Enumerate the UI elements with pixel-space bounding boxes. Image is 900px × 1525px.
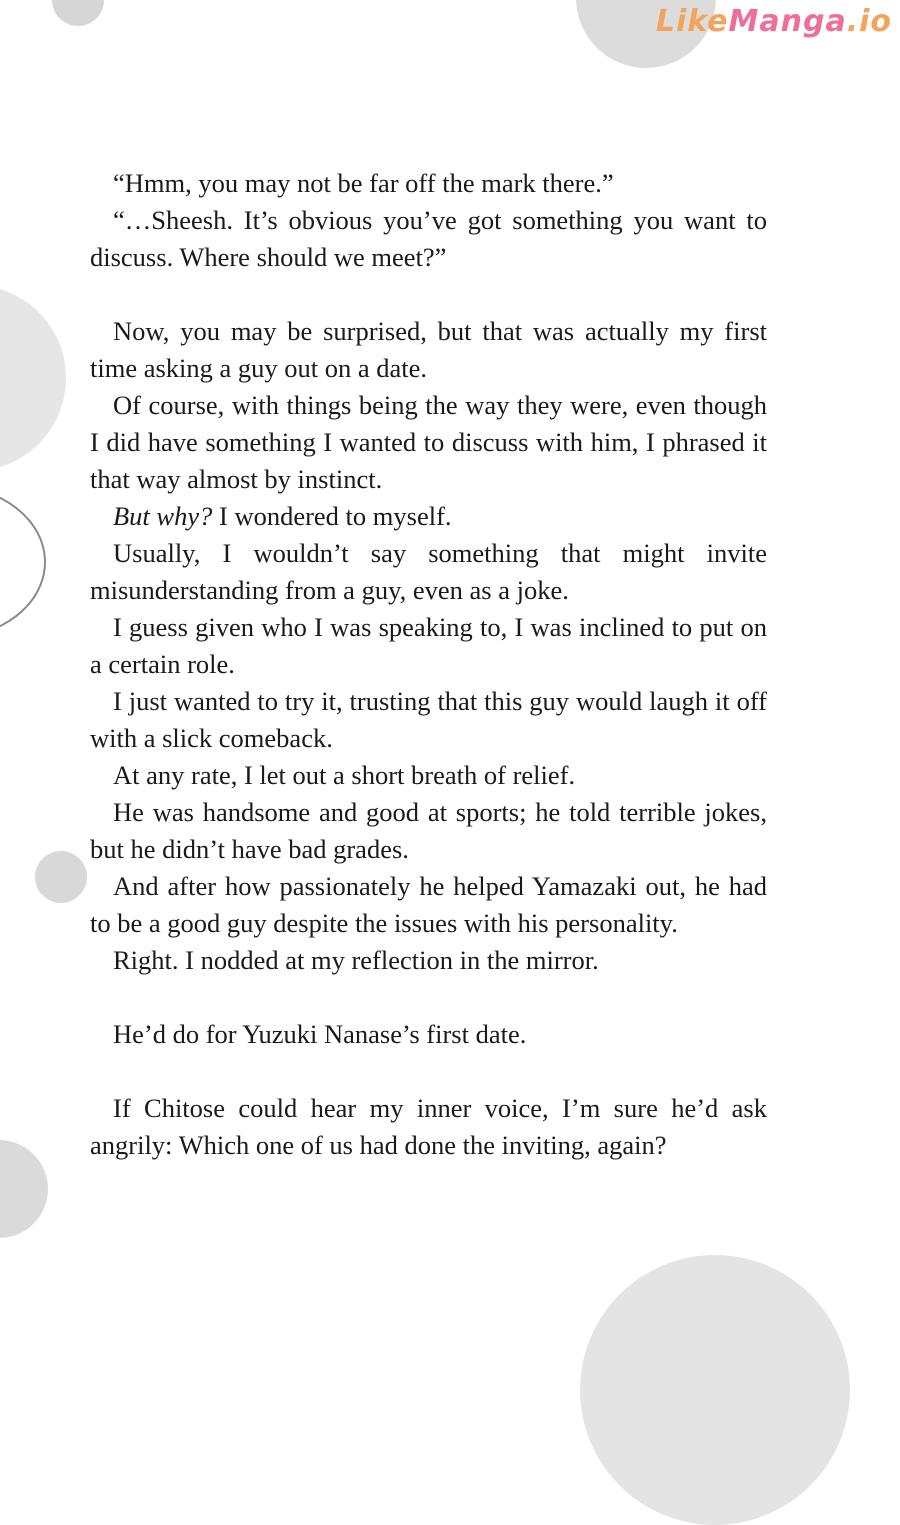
decorative-circle xyxy=(35,851,87,903)
paragraph: At any rate, I let out a short breath of relief. xyxy=(113,760,576,790)
decorative-circle xyxy=(0,285,66,471)
paragraph: And after how passionately he helped Yamazaki out, he had to be a good guy despite the issues with his personality. xyxy=(90,871,767,938)
italic-thought: But why? xyxy=(113,501,213,531)
paragraph xyxy=(90,498,767,535)
paragraph-break xyxy=(90,979,767,1016)
paragraph: If Chitose could hear my inner voice, I’m sure he’d ask angrily: Which one of us had done the inviting, again? xyxy=(90,1093,767,1160)
paragraph: I just wanted to try it, trusting that this guy would laugh it off with a slick comeback. xyxy=(90,686,767,753)
decorative-circle xyxy=(580,1255,850,1525)
paragraph: He was handsome and good at sports; he told terrible jokes, but he didn’t have bad grades. xyxy=(90,797,767,864)
dialogue-line: “Hmm, you may not be far off the mark there.” xyxy=(113,168,614,198)
paragraph: Now, you may be surprised, but that was actually my first time asking a guy out on a date. xyxy=(90,316,767,383)
decorative-ring xyxy=(0,485,46,639)
paragraph: Of course, with things being the way they were, even though I did have something I wanted to discuss with him, I phrased it that way almost by instinct. xyxy=(90,390,767,494)
paragraph-text: I wondered to myself. xyxy=(212,501,452,531)
paragraph: I guess given who I was speaking to, I was inclined to put on a certain role. xyxy=(90,612,767,679)
paragraph: Usually, I wouldn’t say something that might invite misunderstanding from a guy, even as a joke. xyxy=(90,538,767,605)
site-watermark xyxy=(656,4,892,39)
page-body xyxy=(90,165,767,1164)
decorative-circle xyxy=(0,1140,48,1238)
paragraph: He’d do for Yuzuki Nanase’s first date. xyxy=(113,1019,527,1049)
paragraph: Right. I nodded at my reflection in the mirror. xyxy=(113,945,599,975)
watermark-part: Like xyxy=(655,4,729,39)
watermark-part: .io xyxy=(846,4,892,39)
dialogue-line: “…Sheesh. It’s obvious you’ve got something you want to discuss. Where should we meet?” xyxy=(90,205,767,272)
watermark-part: Manga xyxy=(728,4,847,39)
paragraph-break xyxy=(90,1053,767,1090)
paragraph-break xyxy=(90,276,767,313)
decorative-circle xyxy=(52,0,104,26)
